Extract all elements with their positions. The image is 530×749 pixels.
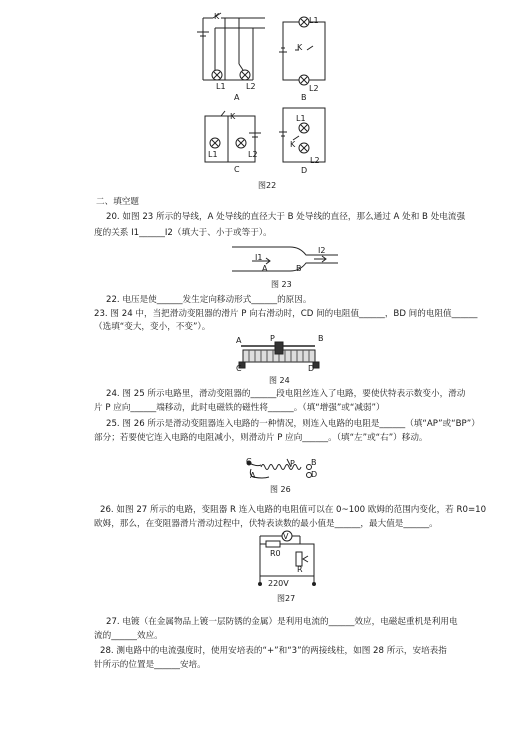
- q26-line2: 欧姆，那么，在变阻器滑片滑动过程中，伏特表读数的最小值是______，最大值是______。: [94, 519, 438, 529]
- fig26-caption: 图 26: [270, 485, 291, 494]
- section-title: 二、填空题: [96, 197, 139, 207]
- fig22-b-switch-label: K: [297, 43, 303, 52]
- fig27-label-v: V: [283, 532, 289, 541]
- fig22-label-a: A: [234, 93, 240, 102]
- fig23-label-i2: I2: [318, 246, 326, 255]
- fig27-label-r: R: [297, 565, 303, 574]
- fig24-label-c: C: [236, 364, 242, 373]
- q27-line1: 27. 电镀（在金属物品上镀一层防锈的金属）是利用电流的______效应，电磁起重机是利用电: [106, 617, 458, 627]
- fig23-label-a: A: [262, 264, 268, 273]
- fig23-caption: 图 23: [271, 280, 292, 289]
- q23-line2: （选填“变大，变小，不变”）。: [94, 322, 211, 332]
- q23-line1: 23. 图 24 中，当把滑动变阻器的滑片 P 向右滑动时，CD 间的电阻值______，BD 间的电阻值______: [94, 309, 478, 319]
- fig23-label-i1: I1: [255, 253, 263, 262]
- fig22-label-b: B: [301, 93, 307, 102]
- q24-line2: 片 P 应向______端移动，此时电磁铁的磁性将______。（填“增强”或“减弱”）: [94, 403, 385, 413]
- fig27-caption: 图27: [277, 594, 296, 603]
- q25-line1: 25. 图 26 所示是滑动变阻器连入电路的一种情况，则连入电路的电阻是______（填“AP”或“BP”）: [106, 419, 480, 429]
- q20-line2: 度的关系 I1______I2（填大于、小于或等于）。: [94, 228, 272, 238]
- q24-line1: 24. 图 25 所示电路里，滑动变阻器的______段电阻丝连入了电路，要使伏特表示数变小，滑动: [106, 389, 466, 399]
- fig26-label-d: D: [311, 470, 318, 479]
- fig27-label-r0: R0: [270, 549, 281, 558]
- q26-line1: 26. 如图 27 所示的电路，变阻器 R 连入电路的电阻值可以在 0~100 欧姆的范围内变化，若 R0=10: [100, 505, 487, 515]
- fig26-label-c: C: [246, 457, 252, 466]
- fig24-caption: 图 24: [269, 376, 290, 385]
- q28-line2: 针所示的位置是______安培。: [94, 660, 206, 670]
- fig22-l1-label: L1: [216, 82, 226, 91]
- fig22-switch-label: K: [214, 12, 220, 21]
- fig22-c-l2-label: L2: [248, 150, 258, 159]
- q25-line2: 部分；若要使它连入电路的电阻减小，则滑动片 P 应向______。（填“左”或“右”）移动。: [94, 433, 428, 443]
- fig22-c-l1-label: L1: [208, 150, 218, 159]
- fig22-b-l2-label: L2: [309, 84, 319, 93]
- fig22-d-switch-label: K: [290, 140, 296, 149]
- q20-line1: 20. 如图 23 所示的导线，A 处导线的直径大于 B 处导线的直径，那么通过 A 处和 B 处电流强: [106, 212, 466, 222]
- fig24-label-a: A: [236, 336, 242, 345]
- fig26-label-p: P: [290, 459, 295, 468]
- fig26-label-b: B: [311, 458, 317, 467]
- fig24-label-b: B: [318, 334, 324, 343]
- fig22-c-switch-label: K: [230, 112, 236, 121]
- q28-line1: 28. 测电路中的电流强度时，使用安培表的“+”和“3”的两接线柱，如图 28 所示，安培表指: [100, 646, 447, 656]
- fig22-l2-label: L2: [246, 82, 256, 91]
- fig22-b-l1-label: L1: [309, 16, 319, 25]
- fig27-label-volt: 220V: [268, 579, 289, 588]
- fig22-d-l2-label: L2: [310, 156, 320, 165]
- fig23-label-b: B: [296, 264, 302, 273]
- fig26-label-a: A: [250, 471, 256, 480]
- fig22-label-d: D: [301, 166, 308, 175]
- q22-line1: 22. 电压是使______发生定向移动形式______的原因。: [106, 295, 312, 305]
- fig22-label-c: C: [234, 165, 240, 174]
- fig22-d-l1-label: L1: [296, 114, 306, 123]
- fig24-label-p: P: [270, 334, 275, 343]
- fig24-label-d: D: [308, 364, 315, 373]
- circuit-a: [197, 13, 265, 80]
- q27-line2: 流的______效应。: [94, 631, 163, 641]
- fig22-caption: 图22: [258, 181, 277, 190]
